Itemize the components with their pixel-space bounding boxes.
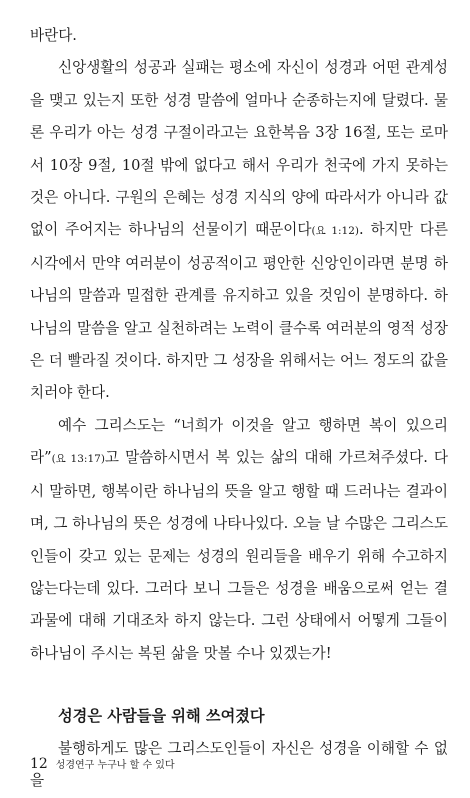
section-heading: 성경은 사람들을 위해 쓰여졌다 [58, 707, 265, 726]
paragraph-2-text-a: 예수 그리스도는 “너희가 이것을 알고 행하면 복이 있으리라” [30, 416, 448, 467]
scripture-reference-john-1-12: (요 1:12) [311, 225, 360, 238]
body-text [30, 20, 448, 797]
continued-paragraph: 바란다. [30, 27, 77, 44]
paragraph-1-text-b: . 하지만 다른 시각에서 만약 여러분이 성공적이고 평안한 신앙인이라면 분명 하나님의 말씀과 밀접한 관계를 유지하고 있을 것임이 분명하다. 하나님의 말씀을 알고 실천하려는 노력이 클수록 여러분의 영적 성장은 더 빨라질 것이다. 하지만 그 성장을 위해서는 어느 정도의 값을 치러야 한다. [30, 221, 448, 402]
paragraph-blessed-life [30, 410, 448, 670]
page-number: 12 [30, 756, 48, 772]
paragraph-faith-success [30, 52, 448, 409]
page-footer [30, 756, 175, 774]
scripture-reference-john-13-17: (요 13:17) [51, 453, 105, 466]
paragraph-1-text-a: 신앙생활의 성공과 실패는 평소에 자신이 성경과 어떤 관계성을 맺고 있는지 또한 성경 말씀에 얼마나 순종하는지에 달렸다. 물론 우리가 아는 성경 구절이라고는 요한복음 3장 16절, 또는 로마서 10장 9절, 10절 밖에 없다고 해서 우리가 천국에 가지 못하는 것은 아니다. 구원의 은혜는 성경 지식의 양에 따라서가 아니라 값없이 주어지는 하나님의 선물이기 때문이다 [30, 59, 448, 239]
running-book-title: 성경연구 누구나 할 수 있다 [55, 760, 175, 771]
paragraph-unfortunately: 불행하게도 많은 그리스도인들이 자신은 성경을 이해할 수 없을 [30, 739, 448, 789]
paragraph-2-text-b: 고 말씀하시면서 복 있는 삶의 대해 가르쳐주셨다. 다시 말하면, 행복이란 하나님의 뜻을 알고 행할 때 드러나는 결과이며, 그 하나님의 뜻은 성경에 나타나있다. 오늘 날 수많은 그리스도인들이 갖고 있는 문제는 성경의 원리들을 배우기 위해 수고하지 않는다는데 있다. 그러다 보니 그들은 성경을 배움으로써 얻는 결과물에 대해 기대조차 하지 않는다. 그런 상태에서 어떻게 그들이 하나님이 주시는 복된 삶을 맛볼 수나 있겠는가! [30, 449, 448, 662]
